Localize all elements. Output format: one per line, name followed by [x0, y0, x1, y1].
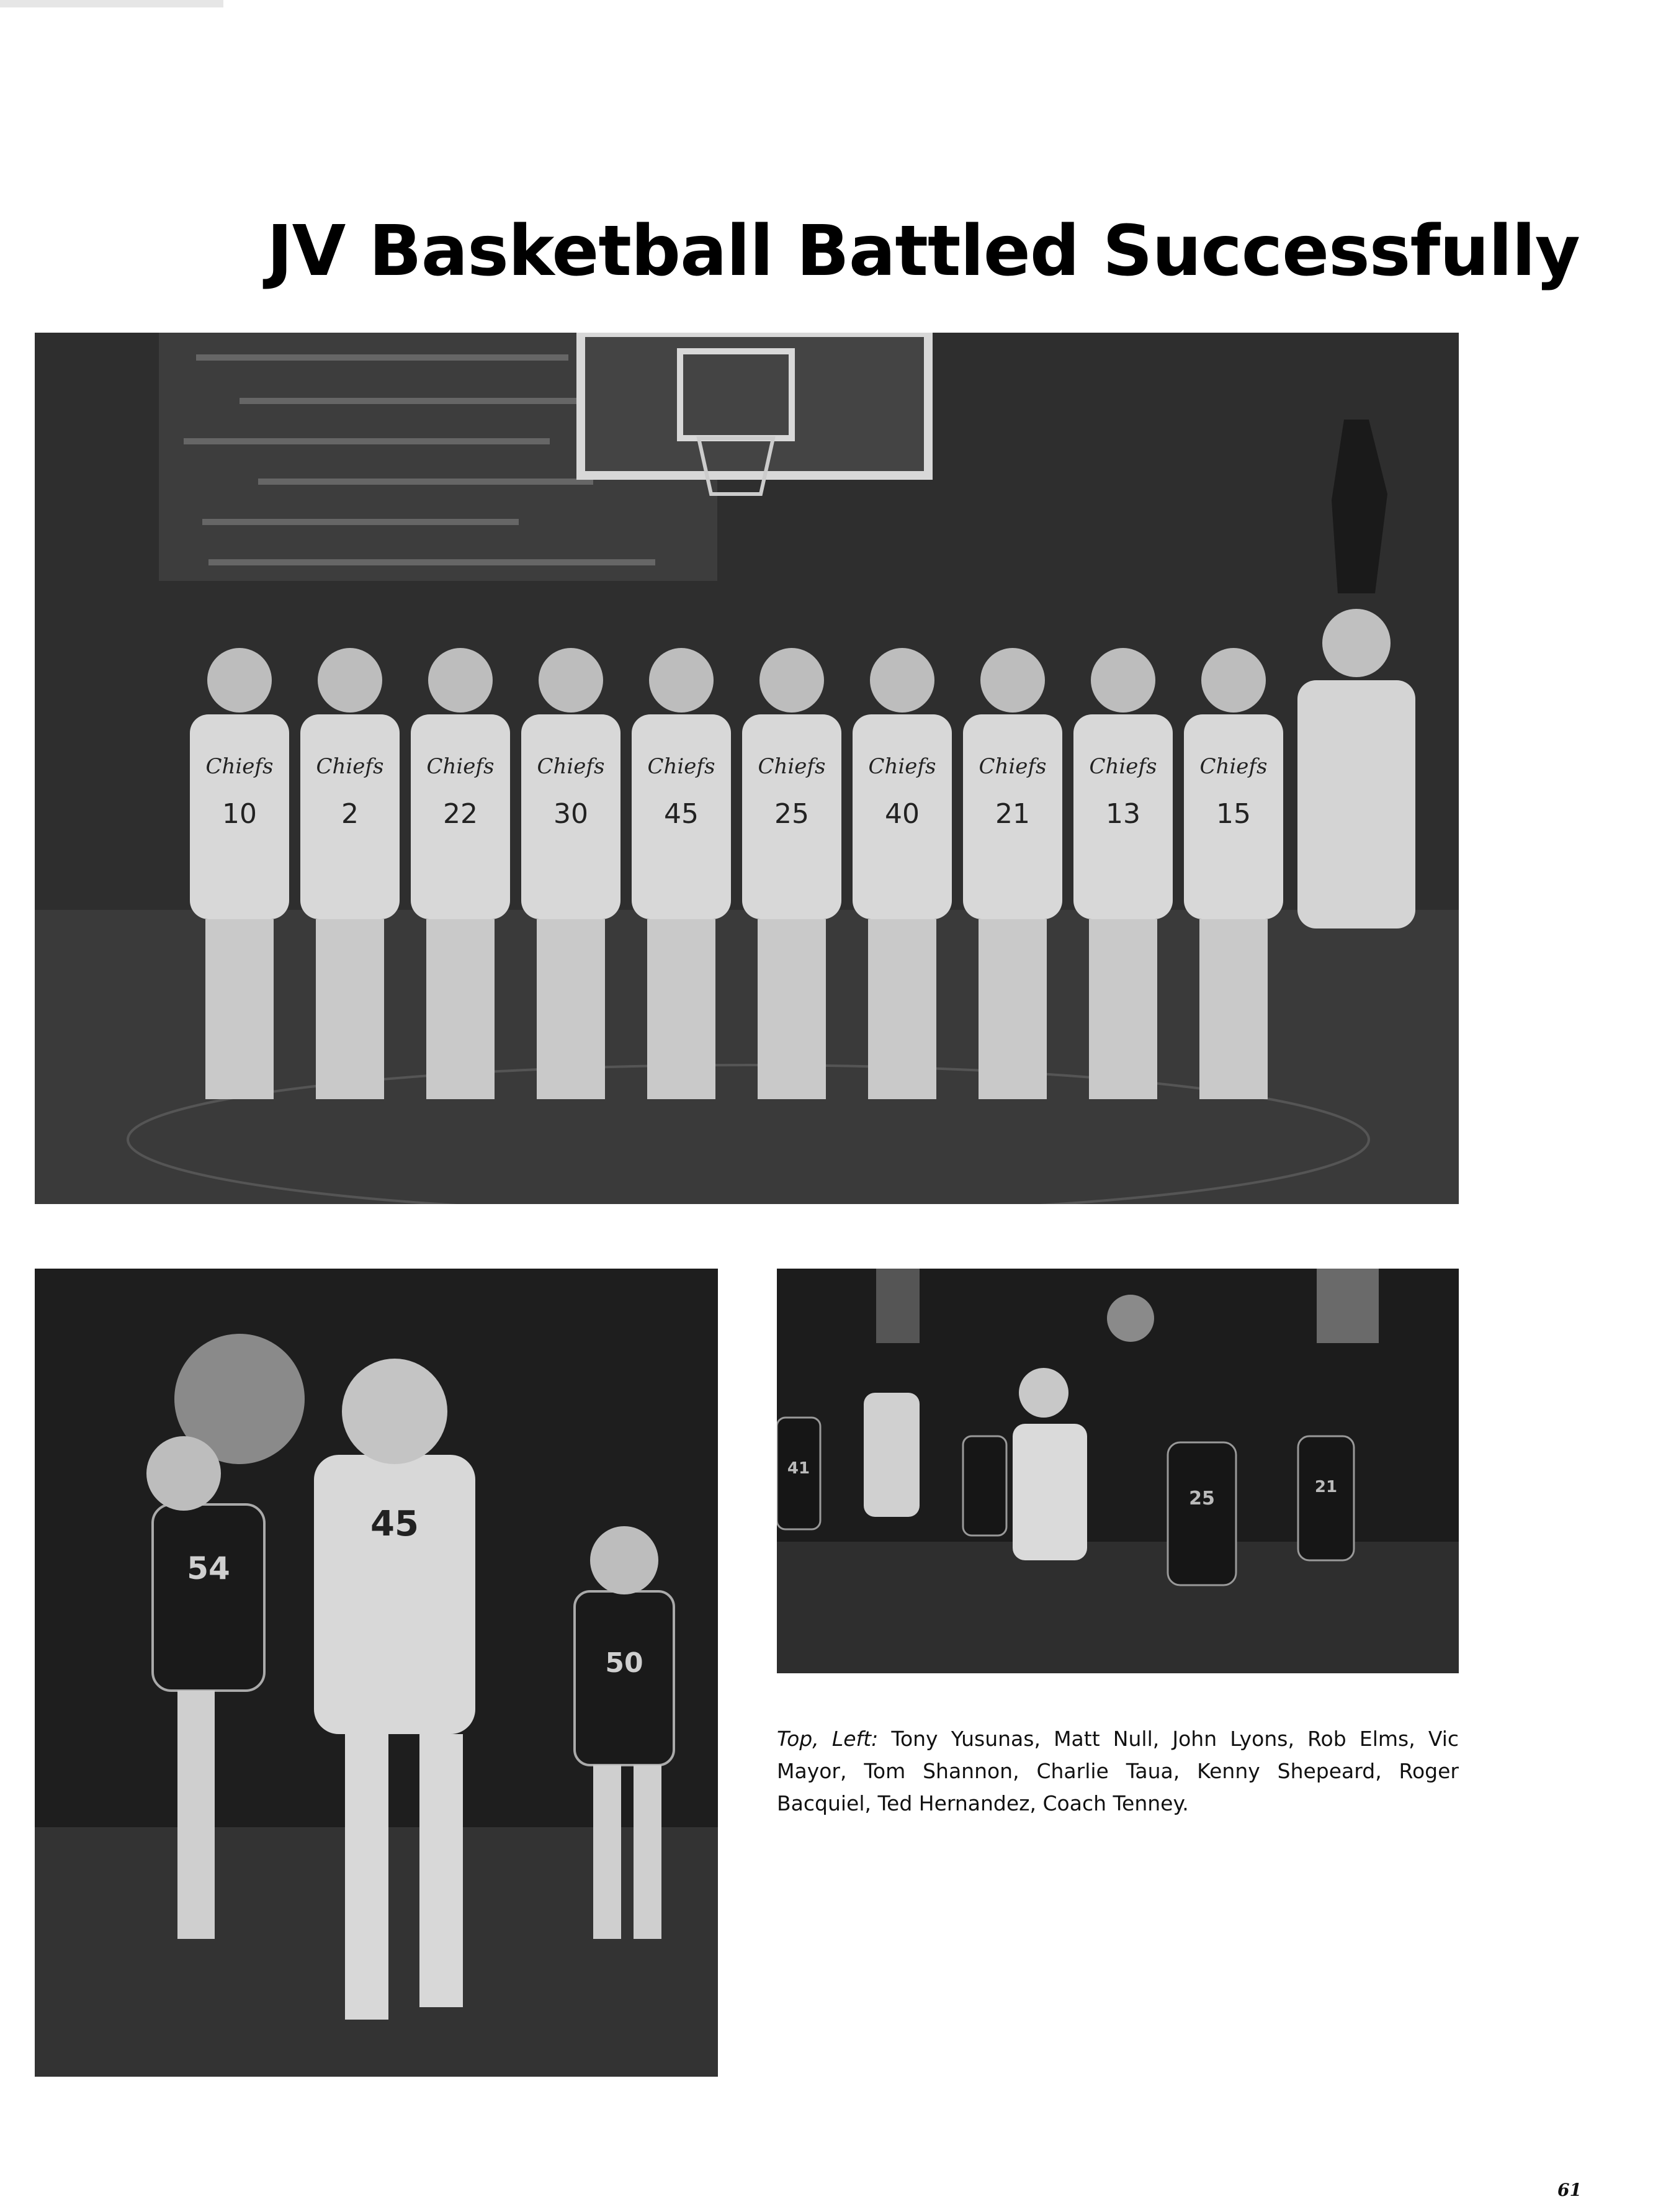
team-players-group [190, 609, 1415, 1099]
jersey-number: 21 [995, 798, 1030, 830]
caption-text: Tony Yusunas, Matt Null, John Lyons, Rob Elms, Vic Mayor, Tom Shannon, Charlie Taua, Kenny Shepeard, Roger Bacquiel, Ted Hernandez, Coach Tenney. [777, 1727, 1459, 1815]
player-head [649, 648, 714, 713]
player-legs [868, 919, 936, 1099]
action-photo-left [35, 1269, 718, 2077]
action-photo-right [777, 1269, 1459, 1673]
player-head [980, 648, 1045, 713]
coach-body [1297, 680, 1415, 928]
jersey-script: Chiefs [205, 754, 274, 779]
player-head [318, 648, 382, 713]
player-legs [979, 919, 1047, 1099]
player-legs [537, 919, 605, 1099]
jersey-script: Chiefs [426, 754, 495, 779]
jersey-script: Chiefs [1199, 754, 1268, 779]
scan-edge-strip [0, 0, 223, 7]
photo-caption [777, 1723, 1459, 1820]
player-head [1091, 648, 1155, 713]
jersey-number: 50 [605, 1647, 643, 1679]
jersey-script: Chiefs [537, 754, 605, 779]
jersey-script: Chiefs [868, 754, 936, 779]
jersey-number: 25 [1189, 1488, 1215, 1509]
jersey-script: Chiefs [316, 754, 384, 779]
player-head [428, 648, 493, 713]
player-legs [316, 919, 384, 1099]
action-photo-left-image [35, 1269, 718, 2077]
jersey-number: 41 [787, 1459, 810, 1478]
player-head [539, 648, 603, 713]
jersey-number: 22 [443, 798, 478, 830]
player-legs [1199, 919, 1268, 1099]
player-head [207, 648, 272, 713]
jersey-script: Chiefs [758, 754, 826, 779]
team-photo [35, 333, 1459, 1204]
player-legs [647, 919, 715, 1099]
coach-head [1322, 609, 1391, 677]
jersey-number: 13 [1106, 798, 1140, 830]
player-head [1201, 648, 1266, 713]
jersey-number: 21 [1314, 1478, 1338, 1496]
player-legs [1089, 919, 1157, 1099]
player-legs [758, 919, 826, 1099]
player-legs [205, 919, 274, 1099]
jersey-script: Chiefs [979, 754, 1047, 779]
page-title: JV Basketball Battled Successfully [267, 211, 1580, 292]
jersey-script: Chiefs [647, 754, 715, 779]
caption-lead: Top, Left: [777, 1727, 879, 1751]
jersey-number: 2 [341, 798, 359, 830]
jersey-number: 30 [553, 798, 588, 830]
player-head [759, 648, 824, 713]
player-legs [426, 919, 495, 1099]
jersey-number: 45 [370, 1504, 419, 1544]
jersey-number: 15 [1216, 798, 1251, 830]
jersey-number: 10 [222, 798, 257, 830]
jersey-script: Chiefs [1089, 754, 1157, 779]
jersey-number: 54 [187, 1550, 230, 1586]
jersey-number: 25 [774, 798, 809, 830]
action-photo-right-image [777, 1269, 1459, 1673]
jersey-number: 40 [885, 798, 920, 830]
team-photo-image [35, 333, 1459, 1204]
jersey-number: 45 [664, 798, 699, 830]
player-head [870, 648, 934, 713]
page-number: 61 [1557, 2180, 1582, 2200]
